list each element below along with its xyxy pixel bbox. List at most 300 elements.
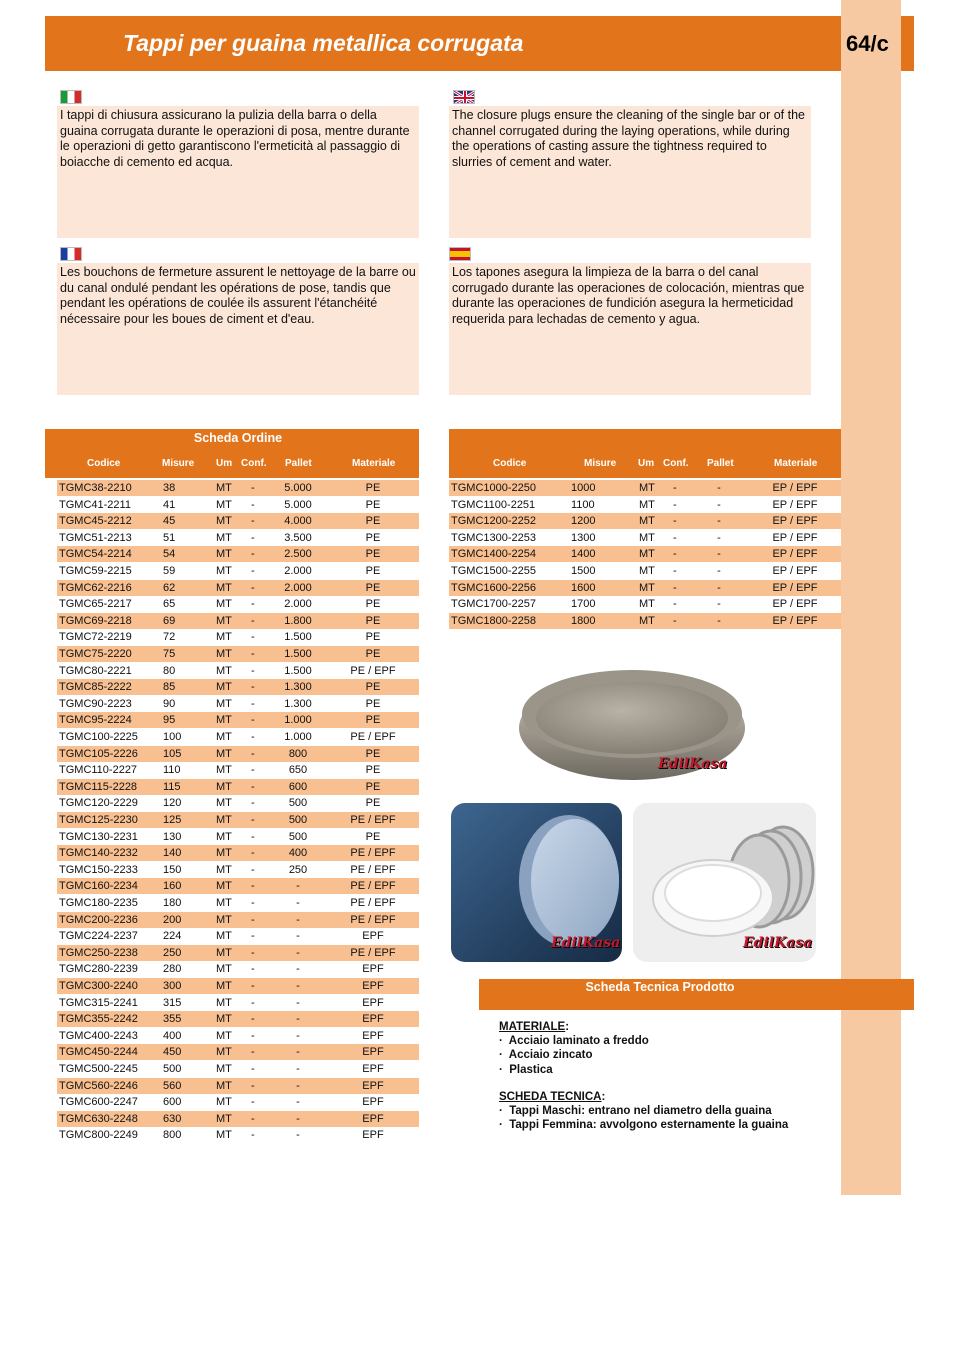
cell-conf: - [251,482,255,494]
cell-um: MT [216,946,232,959]
cell-um: MT [216,863,232,876]
cell-misure: 150 [163,863,182,876]
cell-pallet: - [296,1129,300,1142]
order-header-left [45,429,419,478]
cell-um: MT [216,714,232,727]
material-item: · Acciaio laminato a freddo [499,1035,649,1047]
cell-codice: TGMC75-2220 [59,648,132,660]
cell-materiale: PE / EPF [350,863,396,876]
cell-um: MT [216,1096,232,1109]
cell-um: MT [216,1129,232,1142]
cell-pallet: - [296,1046,300,1059]
cell-conf: - [251,1013,255,1026]
cell-misure: 180 [163,897,182,909]
cell-misure: 95 [163,714,176,727]
col-misure: Misure [162,458,195,469]
cell-pallet: - [296,1063,300,1075]
cell-misure: 62 [163,581,176,594]
cell-pallet: - [296,1112,300,1125]
cell-codice: TGMC130-2231 [59,830,138,843]
cell-conf: - [251,847,255,860]
description-es [449,263,811,395]
cell-um: MT [216,1046,232,1059]
cell-conf: - [673,498,677,511]
cell-pallet: 1.000 [284,714,312,727]
cell-misure: 280 [163,963,182,976]
cell-codice: TGMC224-2237 [59,930,138,943]
cell-pallet: 600 [288,780,308,793]
table-row [57,779,419,795]
cell-codice: TGMC150-2233 [59,863,138,876]
col-materiale: Materiale [774,458,818,469]
cell-pallet: 5.000 [284,498,312,511]
cell-um: MT [216,1013,232,1026]
order-columns-right [449,458,841,474]
cell-codice: TGMC140-2232 [59,847,138,860]
cell-pallet: - [717,598,721,611]
cell-conf: - [251,1096,255,1109]
cell-pallet: 3.500 [284,531,312,544]
cell-materiale: PE [365,714,381,727]
cell-misure: 45 [163,515,176,528]
cell-um: MT [216,664,232,677]
material-item: · Plastica [499,1064,553,1076]
table-row [57,646,419,662]
cell-codice: TGMC95-2224 [59,714,132,727]
cell-codice: TGMC85-2222 [59,681,132,694]
cell-materiale: PE / EPF [350,946,396,959]
cell-um: MT [216,482,232,494]
table-row [57,1061,419,1077]
table-row [57,1028,419,1044]
cell-conf: - [673,581,677,594]
table-row [57,1127,419,1143]
cell-um: MT [639,482,655,494]
cell-codice: TGMC41-2211 [59,498,131,511]
cell-um: MT [216,681,232,694]
cell-materiale: PE [365,747,381,760]
cell-codice: TGMC1200-2252 [451,515,536,528]
cell-conf: - [251,1079,255,1092]
description-en-text: The closure plugs ensure the cleaning of the single bar or of the channel corrugated during the laying operations, while during the operations of casting assure the tightness required to slurries of cement and water. [452,108,805,169]
table-row [57,729,419,745]
cell-um: MT [216,996,232,1009]
cell-misure: 115 [163,780,181,793]
table-row [57,746,419,762]
cell-pallet: - [296,1029,300,1042]
plastic-cap-photo [633,803,816,962]
cell-misure: 1800 [571,614,596,627]
cell-codice: TGMC1500-2255 [451,565,536,577]
cell-conf: - [251,1063,255,1075]
col-codice: Codice [87,458,121,469]
cell-materiale: PE [365,614,381,627]
cell-conf: - [673,482,677,494]
cell-misure: 41 [163,498,176,511]
cell-misure: 90 [163,697,176,710]
cell-codice: TGMC560-2246 [59,1079,138,1092]
cell-um: MT [216,913,232,926]
cell-misure: 105 [163,747,182,760]
cell-conf: - [251,880,255,893]
cell-misure: 51 [163,531,176,544]
cell-materiale: PE [365,681,381,694]
table-row [57,812,419,828]
cell-um: MT [216,930,232,943]
materials-heading: MATERIALE: [499,1021,570,1033]
cell-conf: - [251,714,255,727]
cell-codice: TGMC355-2242 [59,1013,138,1026]
metal-cap-photo [518,656,746,786]
description-en [449,106,811,238]
table-row [57,978,419,994]
side-stripe [841,0,901,1195]
cell-pallet: 1.500 [284,648,312,660]
cell-codice: TGMC110-2227 [59,764,138,777]
cell-conf: - [251,913,255,926]
table-row [57,513,419,529]
cell-codice: TGMC630-2248 [59,1112,138,1125]
table-row [57,563,419,579]
cell-materiale: PE / EPF [350,664,396,677]
cell-misure: 130 [163,830,182,843]
table-row [449,580,841,596]
cell-conf: - [251,1129,255,1142]
cell-pallet: - [717,515,721,528]
cell-misure: 630 [163,1112,182,1125]
table-row [449,530,841,546]
order-columns-left [45,458,419,474]
cell-materiale: EPF [362,1096,384,1109]
cell-pallet: 1.300 [284,697,312,710]
table-row [57,696,419,712]
cell-materiale: PE [365,797,381,810]
cell-pallet: 5.000 [284,482,312,494]
cell-materiale: PE / EPF [350,847,396,860]
cell-codice: TGMC300-2240 [59,980,138,992]
cell-misure: 80 [163,664,176,677]
cell-misure: 160 [163,880,182,893]
table-row [57,546,419,562]
cell-materiale: PE [365,498,381,511]
cell-conf: - [251,747,255,760]
cell-pallet: 650 [288,764,308,777]
cell-misure: 110 [163,764,181,777]
cell-misure: 800 [163,1129,182,1142]
cell-pallet: - [717,531,721,544]
table-row [57,1094,419,1110]
cell-pallet: 1.000 [284,731,312,743]
table-row [57,679,419,695]
cell-um: MT [216,814,232,826]
cell-materiale: PE [365,780,381,793]
cell-codice: TGMC38-2210 [59,482,132,494]
cell-pallet: - [296,980,300,992]
cell-pallet: 2.000 [284,581,312,594]
cell-um: MT [216,747,232,760]
table-row [57,629,419,645]
cell-codice: TGMC65-2217 [59,598,132,611]
cell-conf: - [251,1112,255,1125]
table-row [57,580,419,596]
col-conf: Conf. [663,458,689,469]
col-materiale: Materiale [352,458,396,469]
cell-conf: - [251,598,255,611]
cell-um: MT [216,797,232,810]
cell-conf: - [251,764,255,777]
cell-conf: - [251,581,255,594]
cell-conf: - [251,681,255,694]
cell-um: MT [216,897,232,909]
cell-misure: 355 [163,1013,182,1026]
cell-pallet: - [296,1079,300,1092]
table-row [449,513,841,529]
col-codice: Codice [493,458,527,469]
cell-misure: 1200 [571,515,596,528]
cell-materiale: PE [365,482,381,494]
cell-misure: 1700 [571,598,596,611]
cell-misure: 59 [163,565,176,577]
cell-um: MT [216,764,232,777]
cell-conf: - [251,731,255,743]
cell-materiale: EPF [362,1079,384,1092]
cell-codice: TGMC450-2244 [59,1046,138,1059]
cell-pallet: - [296,880,300,893]
cell-pallet: 2.000 [284,565,312,577]
cell-materiale: EP / EPF [772,482,818,494]
cell-codice: TGMC1000-2250 [451,482,536,494]
cell-pallet: - [717,581,721,594]
cell-um: MT [216,614,232,627]
cell-materiale: PE [365,631,381,644]
cell-um: MT [216,648,232,660]
cell-materiale: PE [365,565,381,577]
table-row [57,878,419,894]
cell-pallet: - [296,1013,300,1026]
table-row [449,546,841,562]
cell-codice: TGMC1100-2251 [451,498,536,511]
cell-pallet: - [296,1096,300,1109]
cell-um: MT [216,697,232,710]
cell-materiale: PE [365,581,381,594]
cell-conf: - [251,548,255,561]
description-fr-text: Les bouchons de fermeture assurent le nettoyage de la barre ou du canal ondulé pendant les opérations de pose, tandis que pendant les opérations de coulée ils assurent l'étanchéité nécessaire pour les boues de ciment et d'eau. [60,265,416,326]
cell-misure: 1500 [571,565,596,577]
cell-misure: 250 [163,946,182,959]
cell-materiale: PE / EPF [350,731,396,743]
cell-um: MT [216,963,232,976]
cell-conf: - [673,515,677,528]
table-row [449,563,841,579]
cell-um: MT [639,548,655,561]
table-row [57,1078,419,1094]
cell-misure: 65 [163,598,176,611]
cell-materiale: EPF [362,1112,384,1125]
cell-um: MT [216,830,232,843]
cell-codice: TGMC1600-2256 [451,581,536,594]
cell-um: MT [639,498,655,511]
cell-codice: TGMC600-2247 [59,1096,138,1109]
cell-um: MT [216,731,232,743]
cell-materiale: EP / EPF [772,548,818,561]
cell-misure: 315 [163,996,182,1009]
cell-pallet: - [717,565,721,577]
cell-codice: TGMC180-2235 [59,897,138,909]
cell-misure: 400 [163,1029,182,1042]
cell-codice: TGMC90-2223 [59,697,132,710]
cell-materiale: PE [365,531,381,544]
cell-misure: 450 [163,1046,182,1059]
cell-materiale: EPF [362,1046,384,1059]
spain-flag-icon [449,247,471,261]
cell-conf: - [673,565,677,577]
cell-materiale: EPF [362,1013,384,1026]
cell-materiale: PE [365,598,381,611]
cell-codice: TGMC250-2238 [59,946,138,959]
cell-misure: 100 [163,731,182,743]
cell-conf: - [251,780,255,793]
cell-codice: TGMC160-2234 [59,880,138,893]
cell-misure: 75 [163,648,176,660]
cell-pallet: - [296,996,300,1009]
cell-conf: - [251,614,255,627]
cell-codice: TGMC45-2212 [59,515,132,528]
cell-codice: TGMC69-2218 [59,614,132,627]
cell-pallet: 500 [288,814,308,826]
cell-materiale: EP / EPF [772,581,818,594]
table-row [57,1111,419,1127]
cell-materiale: EPF [362,1029,384,1042]
cell-materiale: PE / EPF [350,897,396,909]
table-row [57,1044,419,1060]
cell-materiale: PE [365,830,381,843]
cell-codice: TGMC105-2226 [59,747,138,760]
cell-um: MT [216,980,232,992]
cell-um: MT [216,1029,232,1042]
france-flag-icon [60,247,82,261]
cell-conf: - [251,531,255,544]
col-um: Um [216,458,233,469]
cell-conf: - [251,863,255,876]
cell-misure: 38 [163,482,176,494]
description-fr [57,263,419,395]
page-title: Tappi per guaina metallica corrugata [123,30,524,56]
material-item: · Acciaio zincato [499,1049,593,1061]
cell-um: MT [216,631,232,644]
cell-codice: TGMC59-2215 [59,565,132,577]
cell-um: MT [216,880,232,893]
cell-codice: TGMC125-2230 [59,814,138,826]
cell-conf: - [673,614,677,627]
cell-conf: - [673,598,677,611]
cell-codice: TGMC280-2239 [59,963,138,976]
cell-materiale: EPF [362,996,384,1009]
cell-conf: - [251,814,255,826]
cell-um: MT [639,614,655,627]
cell-pallet: - [717,548,721,561]
table-row [57,480,419,496]
table-row [57,829,419,845]
table-row [57,895,419,911]
cell-misure: 69 [163,614,176,627]
cell-pallet: 1.500 [284,631,312,644]
cell-misure: 200 [163,913,182,926]
cell-misure: 120 [163,797,182,810]
cell-codice: TGMC1700-2257 [451,598,536,611]
table-row [449,596,841,612]
table-row [449,613,841,629]
cell-pallet: 2.500 [284,548,312,561]
cell-materiale: EP / EPF [772,614,818,627]
cell-pallet: 500 [288,797,308,810]
cell-pallet: 4.000 [284,515,312,528]
table-row [449,497,841,513]
cell-conf: - [251,648,255,660]
blue-cap-photo [451,803,622,962]
cell-conf: - [251,797,255,810]
cell-um: MT [639,565,655,577]
cell-conf: - [251,631,255,644]
cell-um: MT [639,581,655,594]
cell-um: MT [216,581,232,594]
cell-conf: - [251,565,255,577]
tech-title: Scheda Tecnica Prodotto [585,980,735,994]
cell-pallet: - [296,913,300,926]
specs-heading: SCHEDA TECNICA: [499,1091,606,1103]
cell-conf: - [251,1046,255,1059]
cell-pallet: 1.300 [284,681,312,694]
col-pallet: Pallet [707,458,734,469]
cell-conf: - [251,980,255,992]
cell-codice: TGMC80-2221 [59,664,132,677]
cell-materiale: EPF [362,1129,384,1142]
italy-flag-icon [60,90,82,104]
cell-conf: - [251,963,255,976]
cell-conf: - [251,930,255,943]
cell-conf: - [251,946,255,959]
cell-pallet: 800 [288,747,308,760]
cell-materiale: EP / EPF [772,515,818,528]
cell-materiale: PE / EPF [350,913,396,926]
watermark-logo: EdilKasa [551,935,621,951]
cell-materiale: PE / EPF [350,880,396,893]
cell-pallet: 1.800 [284,614,312,627]
cell-materiale: EPF [362,1063,384,1075]
cell-materiale: PE [365,648,381,660]
cell-codice: TGMC100-2225 [59,731,138,743]
cell-conf: - [673,548,677,561]
cell-codice: TGMC315-2241 [59,996,138,1009]
cell-um: MT [216,780,232,793]
cell-materiale: EP / EPF [772,598,818,611]
table-row [57,613,419,629]
table-row [57,497,419,513]
cell-conf: - [251,996,255,1009]
cell-materiale: EP / EPF [772,531,818,544]
cell-conf: - [251,897,255,909]
cell-pallet: - [717,614,721,627]
cell-conf: - [251,515,255,528]
cell-misure: 72 [163,631,176,644]
cell-materiale: EP / EPF [772,498,818,511]
table-row [57,862,419,878]
cell-codice: TGMC115-2228 [59,780,138,793]
cell-pallet: - [296,963,300,976]
table-row [449,480,841,496]
table-row [57,663,419,679]
description-it [57,106,419,238]
cell-conf: - [251,498,255,511]
